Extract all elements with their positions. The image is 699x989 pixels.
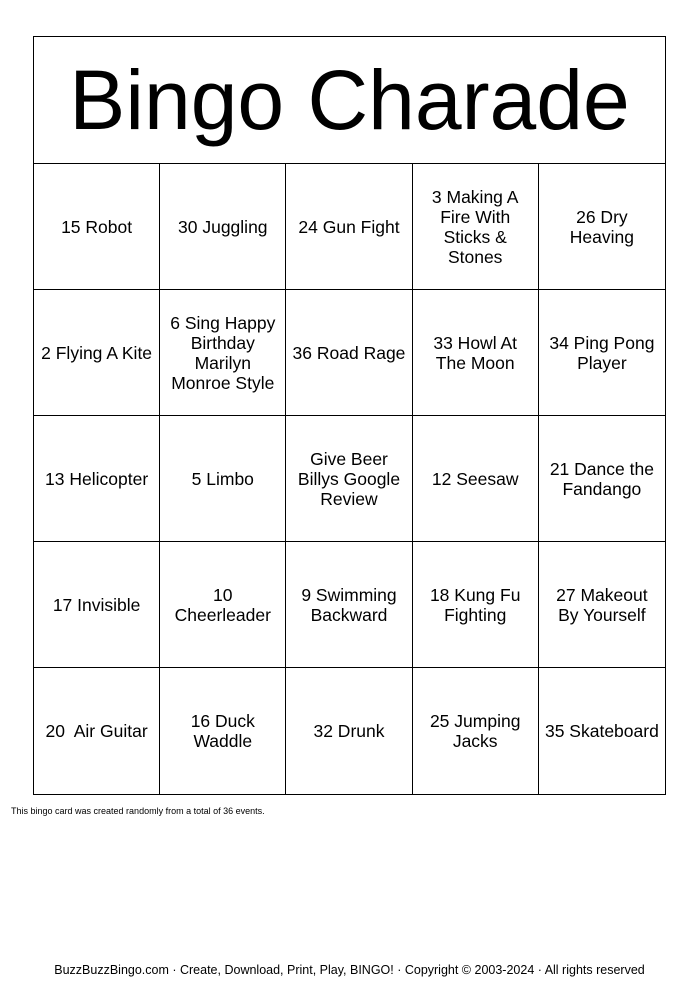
bingo-cell: 33 Howl At The Moon — [413, 290, 539, 416]
bingo-cell: 6 Sing Happy Birthday Marilyn Monroe Style — [160, 290, 286, 416]
card-title: Bingo Charade — [34, 37, 665, 164]
bingo-grid — [34, 164, 665, 794]
site-footer: BuzzBuzzBingo.com · Create, Download, Print, Play, BINGO! · Copyright © 2003-2024 · All rights reserved — [54, 963, 645, 977]
bingo-cell: 21 Dance the Fandango — [539, 416, 665, 542]
bingo-card — [33, 36, 666, 795]
bingo-cell: 20 Air Guitar — [34, 668, 160, 794]
bingo-cell-center: Give Beer Billys Google Review — [286, 416, 412, 542]
bingo-cell: 15 Robot — [34, 164, 160, 290]
bingo-cell: 18 Kung Fu Fighting — [413, 542, 539, 668]
bingo-cell: 17 Invisible — [34, 542, 160, 668]
bingo-cell: 27 Makeout By Yourself — [539, 542, 665, 668]
generation-note: This bingo card was created randomly from a total of 36 events. — [11, 806, 265, 816]
bingo-cell: 12 Seesaw — [413, 416, 539, 542]
bingo-cell: 36 Road Rage — [286, 290, 412, 416]
bingo-cell: 26 Dry Heaving — [539, 164, 665, 290]
bingo-cell: 13 Helicopter — [34, 416, 160, 542]
bingo-cell: 24 Gun Fight — [286, 164, 412, 290]
bingo-cell: 9 Swimming Backward — [286, 542, 412, 668]
bingo-cell: 30 Juggling — [160, 164, 286, 290]
bingo-cell: 25 Jumping Jacks — [413, 668, 539, 794]
bingo-cell: 16 Duck Waddle — [160, 668, 286, 794]
bingo-cell: 5 Limbo — [160, 416, 286, 542]
bingo-cell: 35 Skateboard — [544, 721, 659, 741]
bingo-cell: 32 Drunk — [286, 668, 412, 794]
bingo-cell: 3 Making A Fire With Sticks & Stones — [413, 164, 539, 290]
bingo-cell: 34 Ping Pong Player — [539, 290, 665, 416]
bingo-cell: 2 Flying A Kite — [34, 290, 160, 416]
bingo-cell: 10 Cheerleader — [160, 542, 286, 668]
